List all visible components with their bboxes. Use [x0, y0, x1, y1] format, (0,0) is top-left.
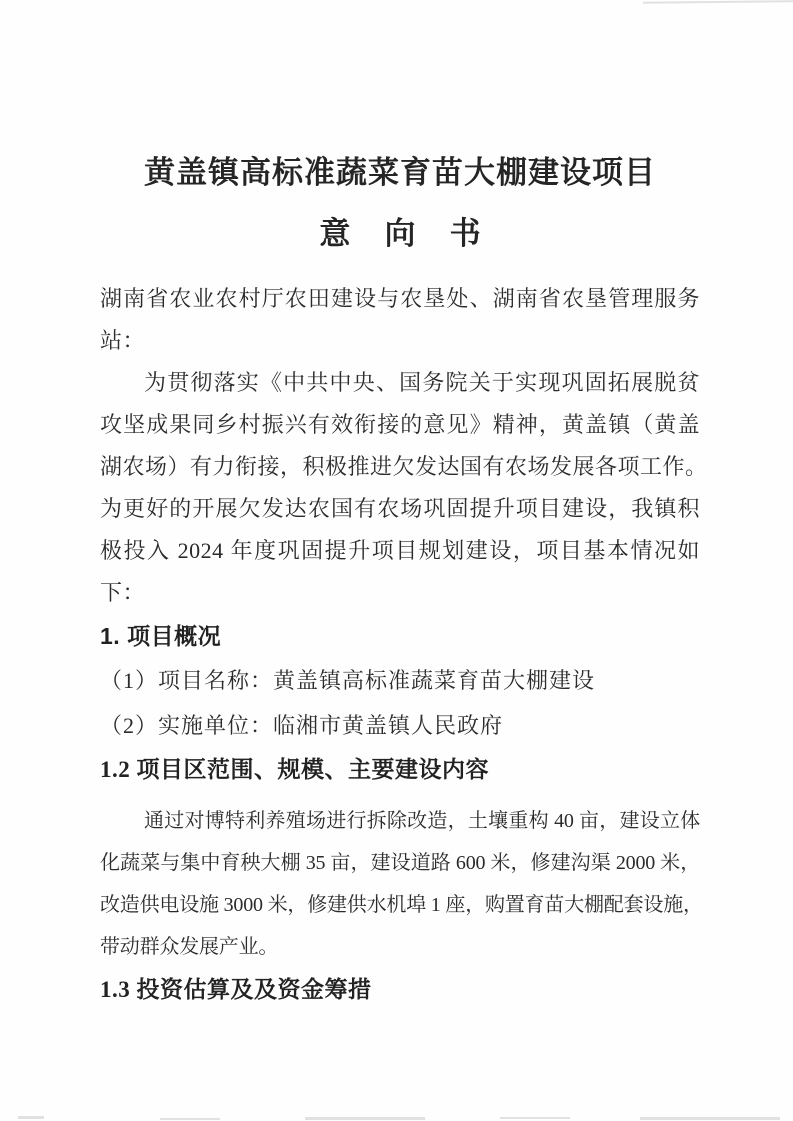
paragraph-line: 通过对博特利养殖场进行拆除改造，土壤重构 40 亩，建设立体: [144, 810, 700, 832]
paragraph-line: 下：: [100, 580, 146, 605]
document-subtitle: 意向书: [319, 216, 515, 251]
scan-artifact: [643, 0, 793, 4]
document-title: 黄盖镇高标准蔬菜育苗大棚建设项目: [144, 155, 656, 190]
paragraph-line: 化蔬菜与集中育秧大棚 35 亩，建设道路 600 米，修建沟渠 2000 米，: [100, 852, 700, 874]
intro-paragraph: [100, 362, 708, 614]
salutation-line: 站：: [100, 328, 146, 353]
scan-artifact: [160, 1118, 220, 1120]
scan-artifact: [18, 1116, 44, 1119]
implementing-unit-item: （2）实施单位：临湘市黄盖镇人民政府: [100, 713, 504, 738]
section-heading-investment: 1.3 投资估算及及资金筹措: [100, 977, 372, 1002]
scope-paragraph: [100, 800, 703, 968]
paragraph-line: 为贯彻落实《中共中央、国务院关于实现巩固拓展脱贫: [144, 370, 700, 395]
section-heading-project-overview: 1. 项目概况: [100, 623, 222, 649]
project-name-item: （1）项目名称：黄盖镇高标准蔬菜育苗大棚建设: [100, 668, 596, 693]
salutation: [100, 278, 700, 362]
paragraph-line: 湖农场）有力衔接，积极推进欠发达国有农场发展各项工作。: [100, 454, 708, 479]
scan-artifact: [305, 1117, 425, 1120]
scan-artifact: [640, 1117, 780, 1120]
document-content: [100, 150, 708, 1012]
section-heading-scope: 1.2 项目区范围、规模、主要建设内容: [100, 757, 489, 782]
paragraph-line: 改造供电设施 3000 米，修建供水机埠 1 座，购置育苗大棚配套设施，: [100, 894, 703, 916]
paragraph-line: 攻坚成果同乡村振兴有效衔接的意见》精神，黄盖镇（黄盖: [100, 412, 700, 437]
scan-artifact: [500, 1117, 570, 1119]
salutation-line: 湖南省农业农村厅农田建设与农垦处、湖南省农垦管理服务: [100, 286, 700, 311]
paragraph-line: 为更好的开展欠发达农国有农场巩固提升项目建设，我镇积: [100, 496, 700, 521]
paragraph-line: 带动群众发展产业。: [100, 936, 279, 958]
paragraph-line: 极投入 2024 年度巩固提升项目规划建设，项目基本情况如: [100, 538, 700, 563]
